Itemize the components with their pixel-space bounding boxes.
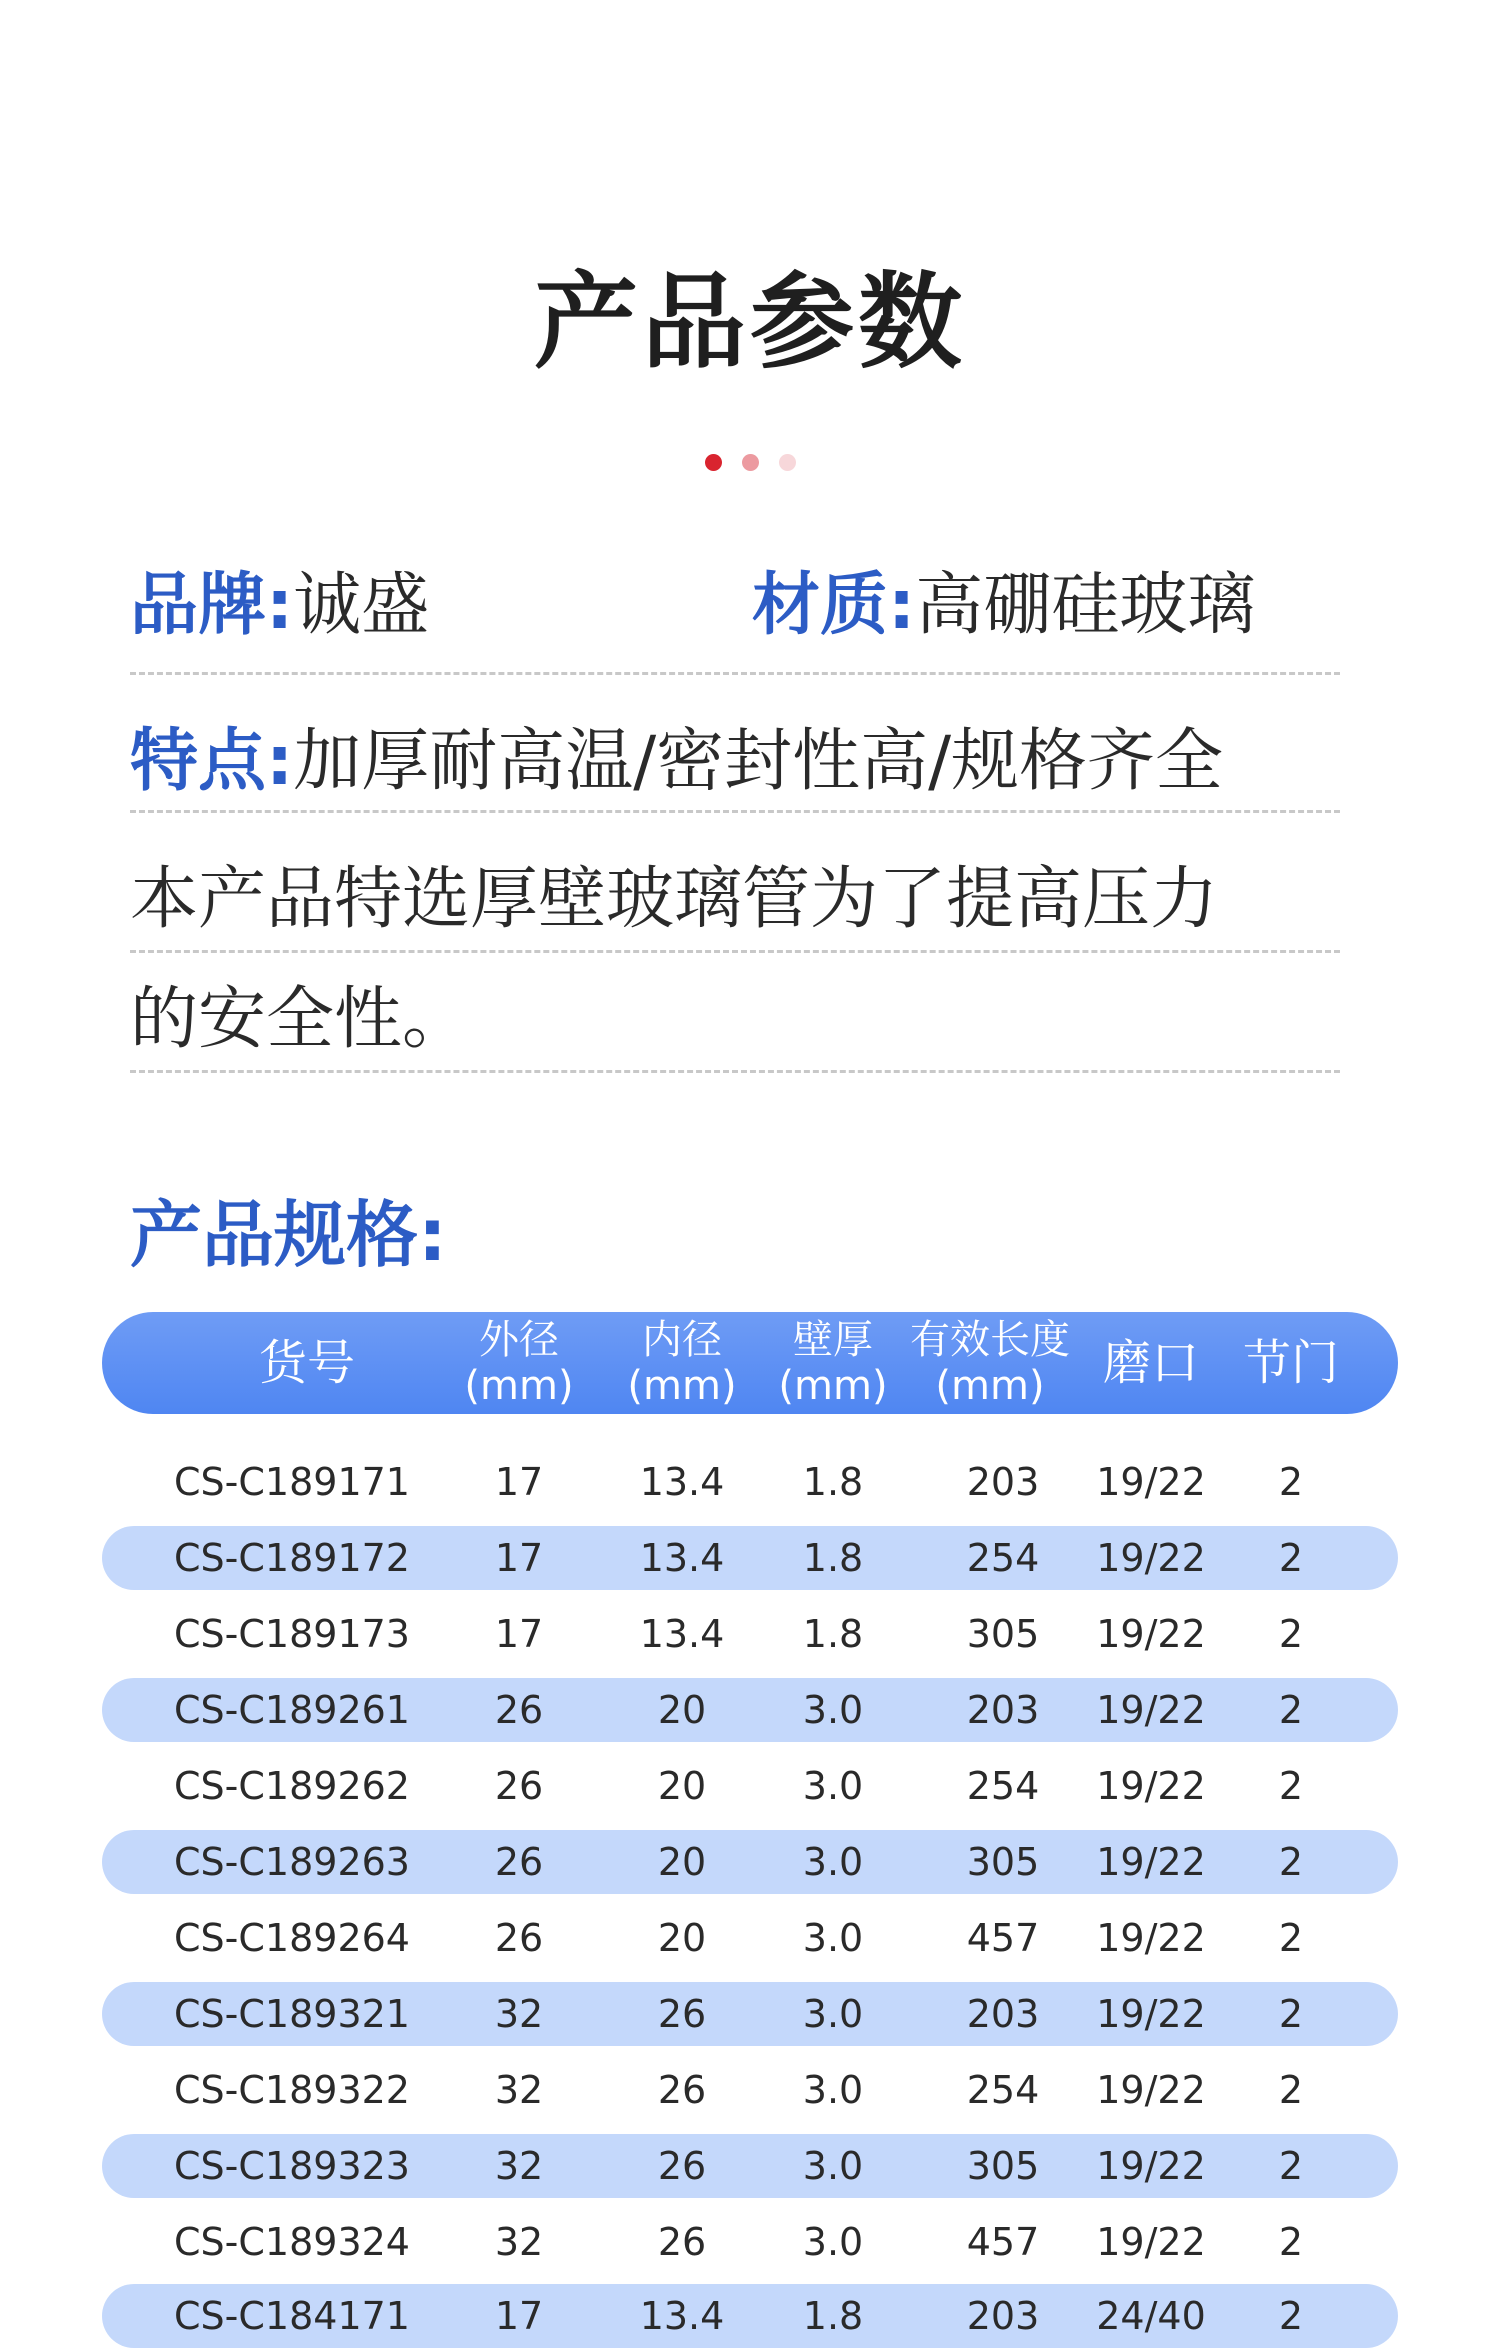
table-cell: 13.4	[639, 2294, 725, 2338]
table-cell: 2	[1278, 1840, 1304, 1884]
divider	[130, 950, 1340, 953]
table-cell: 457	[966, 1916, 1040, 1960]
table-row	[102, 2134, 1398, 2198]
table-row	[102, 1678, 1398, 1742]
table-row	[102, 1450, 1398, 1514]
table-cell: 3.0	[802, 2068, 864, 2112]
table-row	[102, 2284, 1398, 2348]
divider	[130, 672, 1340, 675]
column-header-ground-joint: 磨口	[1102, 1335, 1199, 1391]
table-cell: 26	[494, 1916, 544, 1960]
table-cell: 203	[966, 2294, 1040, 2338]
table-row	[102, 1602, 1398, 1666]
table-cell: 26	[657, 2220, 707, 2264]
table-cell: 19/22	[1096, 1840, 1206, 1884]
table-cell: CS-C189323	[174, 2144, 410, 2188]
features-row	[130, 722, 1223, 802]
table-cell: 20	[657, 1840, 707, 1884]
table-cell: CS-C189172	[174, 1536, 410, 1580]
table-row	[102, 2058, 1398, 2122]
table-cell: 26	[657, 2068, 707, 2112]
table-cell: 26	[494, 1764, 544, 1808]
table-cell: 13.4	[639, 1460, 725, 1504]
table-cell: 1.8	[802, 1612, 864, 1656]
table-cell: 13.4	[639, 1536, 725, 1580]
table-cell: 2	[1278, 2294, 1304, 2338]
table-cell: 19/22	[1096, 1992, 1206, 2036]
table-cell: 2	[1278, 1688, 1304, 1732]
pager-dot-active	[705, 454, 722, 471]
table-cell: 17	[494, 1536, 544, 1580]
table-cell: 19/22	[1096, 1460, 1206, 1504]
table-cell: 19/22	[1096, 1536, 1206, 1580]
table-cell: 305	[966, 1840, 1040, 1884]
table-cell: 1.8	[802, 1460, 864, 1504]
table-cell: 20	[657, 1764, 707, 1808]
brand-row	[130, 566, 429, 646]
table-cell: 19/22	[1096, 1688, 1206, 1732]
table-cell: 3.0	[802, 1992, 864, 2036]
table-cell: 26	[494, 1840, 544, 1884]
table-cell: 2	[1278, 2144, 1304, 2188]
table-cell: 32	[494, 1992, 544, 2036]
table-cell: 2	[1278, 1764, 1304, 1808]
table-cell: 2	[1278, 2068, 1304, 2112]
table-cell: 19/22	[1096, 1764, 1206, 1808]
column-header-item-no: 货号	[258, 1335, 355, 1391]
table-cell: 20	[657, 1916, 707, 1960]
table-row	[102, 1830, 1398, 1894]
table-cell: 3.0	[802, 1688, 864, 1732]
table-cell: 457	[966, 2220, 1040, 2264]
table-row	[102, 1754, 1398, 1818]
table-cell: 2	[1278, 1536, 1304, 1580]
table-cell: CS-C189321	[174, 1992, 410, 2036]
table-cell: 19/22	[1096, 1612, 1206, 1656]
features-label: 特点:	[130, 722, 294, 801]
table-cell: CS-C189324	[174, 2220, 410, 2264]
table-cell: 1.8	[802, 1536, 864, 1580]
table-cell: 19/22	[1096, 2220, 1206, 2264]
material-value: 高硼硅玻璃	[915, 566, 1256, 645]
table-cell: CS-C189262	[174, 1764, 410, 1808]
table-cell: 2	[1278, 1460, 1304, 1504]
table-cell: 26	[494, 1688, 544, 1732]
table-cell: 254	[966, 1764, 1040, 1808]
column-header-inner-diameter: 内径 (mm)	[627, 1317, 737, 1409]
table-cell: 203	[966, 1688, 1040, 1732]
divider	[130, 810, 1340, 813]
table-cell: 17	[494, 2294, 544, 2338]
pager-dots	[0, 454, 1500, 471]
brand-value: 诚盛	[293, 566, 430, 645]
table-cell: CS-C189263	[174, 1840, 410, 1884]
table-cell: 2	[1278, 1916, 1304, 1960]
table-row	[102, 1526, 1398, 1590]
table-cell: 26	[657, 2144, 707, 2188]
table-cell: 26	[657, 1992, 707, 2036]
table-cell: CS-C189173	[174, 1612, 410, 1656]
table-cell: 254	[966, 1536, 1040, 1580]
table-cell: 2	[1278, 2220, 1304, 2264]
table-cell: 24/40	[1096, 2294, 1206, 2338]
table-row	[102, 1906, 1398, 1970]
table-cell: CS-C184171	[174, 2294, 410, 2338]
table-cell: 17	[494, 1460, 544, 1504]
table-cell: 203	[966, 1992, 1040, 2036]
divider	[130, 1070, 1340, 1073]
table-cell: CS-C189261	[174, 1688, 410, 1732]
table-cell: 3.0	[802, 1764, 864, 1808]
table-cell: 3.0	[802, 2220, 864, 2264]
brand-label: 品牌:	[130, 566, 294, 645]
material-label: 材质:	[752, 566, 916, 645]
table-cell: 203	[966, 1460, 1040, 1504]
table-cell: 20	[657, 1688, 707, 1732]
column-header-wall-thickness: 壁厚 (mm)	[778, 1317, 888, 1409]
table-cell: 2	[1278, 1992, 1304, 2036]
table-cell: 19/22	[1096, 2068, 1206, 2112]
pager-dot	[779, 454, 796, 471]
table-cell: 17	[494, 1612, 544, 1656]
table-cell: 254	[966, 2068, 1040, 2112]
column-header-stopcock: 节门	[1242, 1335, 1339, 1391]
specs-title: 产品规格:	[130, 1193, 447, 1277]
material-row	[752, 566, 1255, 646]
table-row	[102, 1982, 1398, 2046]
table-cell: CS-C189322	[174, 2068, 410, 2112]
table-cell: 3.0	[802, 2144, 864, 2188]
table-cell: 1.8	[802, 2294, 864, 2338]
description-line-2: 的安全性。	[130, 980, 471, 1059]
table-cell: 19/22	[1096, 2144, 1206, 2188]
table-cell: 305	[966, 1612, 1040, 1656]
table-cell: 32	[494, 2220, 544, 2264]
table-cell: 3.0	[802, 1840, 864, 1884]
column-header-effective-length: 有效长度 (mm)	[910, 1317, 1070, 1409]
table-row	[102, 2210, 1398, 2274]
table-cell: 305	[966, 2144, 1040, 2188]
table-cell: 2	[1278, 1612, 1304, 1656]
table-cell: 3.0	[802, 1916, 864, 1960]
table-cell: CS-C189171	[174, 1460, 410, 1504]
table-header	[102, 1312, 1398, 1414]
description-line-1: 本产品特选厚壁玻璃管为了提高压力	[130, 860, 1219, 939]
table-cell: 13.4	[639, 1612, 725, 1656]
features-value: 加厚耐高温/密封性高/规格齐全	[293, 722, 1224, 801]
table-cell: 32	[494, 2068, 544, 2112]
table-cell: 32	[494, 2144, 544, 2188]
table-cell: 19/22	[1096, 1916, 1206, 1960]
column-header-outer-diameter: 外径 (mm)	[464, 1317, 574, 1409]
table-cell: CS-C189264	[174, 1916, 410, 1960]
pager-dot	[742, 454, 759, 471]
page-title: 产品参数	[533, 261, 966, 383]
